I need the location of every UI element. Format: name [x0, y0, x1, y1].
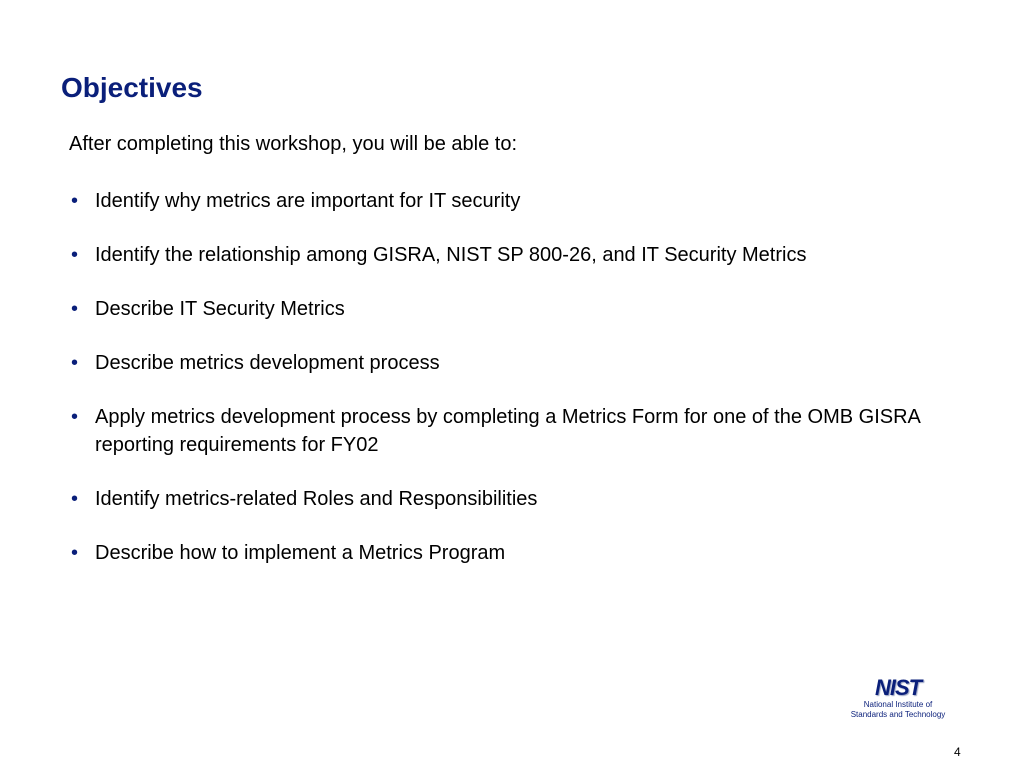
nist-logo-line1: National Institute of	[863, 700, 933, 709]
bullet-icon: •	[71, 542, 79, 564]
objective-text: Identify the relationship among GISRA, NIST SP 800-26, and IT Security Metrics	[95, 244, 807, 266]
nist-logo	[838, 676, 958, 724]
objective-item	[69, 241, 929, 269]
bullet-icon: •	[71, 352, 79, 374]
objective-item	[69, 295, 929, 323]
objective-text: Describe how to implement a Metrics Program	[95, 542, 506, 564]
bullet-icon: •	[71, 298, 79, 320]
nist-logo-mark: NIST	[874, 675, 922, 700]
bullet-icon: •	[71, 406, 79, 428]
objective-item	[69, 403, 929, 459]
page-number: 4	[954, 745, 961, 759]
objective-text: Describe IT Security Metrics	[95, 298, 345, 320]
bullet-icon: •	[71, 190, 79, 212]
objective-text: Identify metrics-related Roles and Responsibilities	[95, 488, 538, 510]
bullet-icon: •	[71, 488, 79, 510]
objective-item	[69, 539, 929, 567]
objective-item	[69, 187, 929, 215]
bullet-icon: •	[71, 244, 79, 266]
slide-title: Objectives	[61, 72, 203, 103]
objective-text: Identify why metrics are important for IT security	[95, 190, 521, 212]
objective-item	[69, 485, 929, 513]
objective-item	[69, 349, 929, 377]
objective-text: Apply metrics development process by completing a Metrics Form for one of the OMB GISRA reporting requirements for FY02	[95, 406, 920, 456]
nist-logo-line2: Standards and Technology	[850, 710, 946, 719]
intro-text: After completing this workshop, you will be able to:	[69, 133, 517, 155]
objectives-list	[69, 187, 929, 593]
objective-text: Describe metrics development process	[95, 352, 440, 374]
